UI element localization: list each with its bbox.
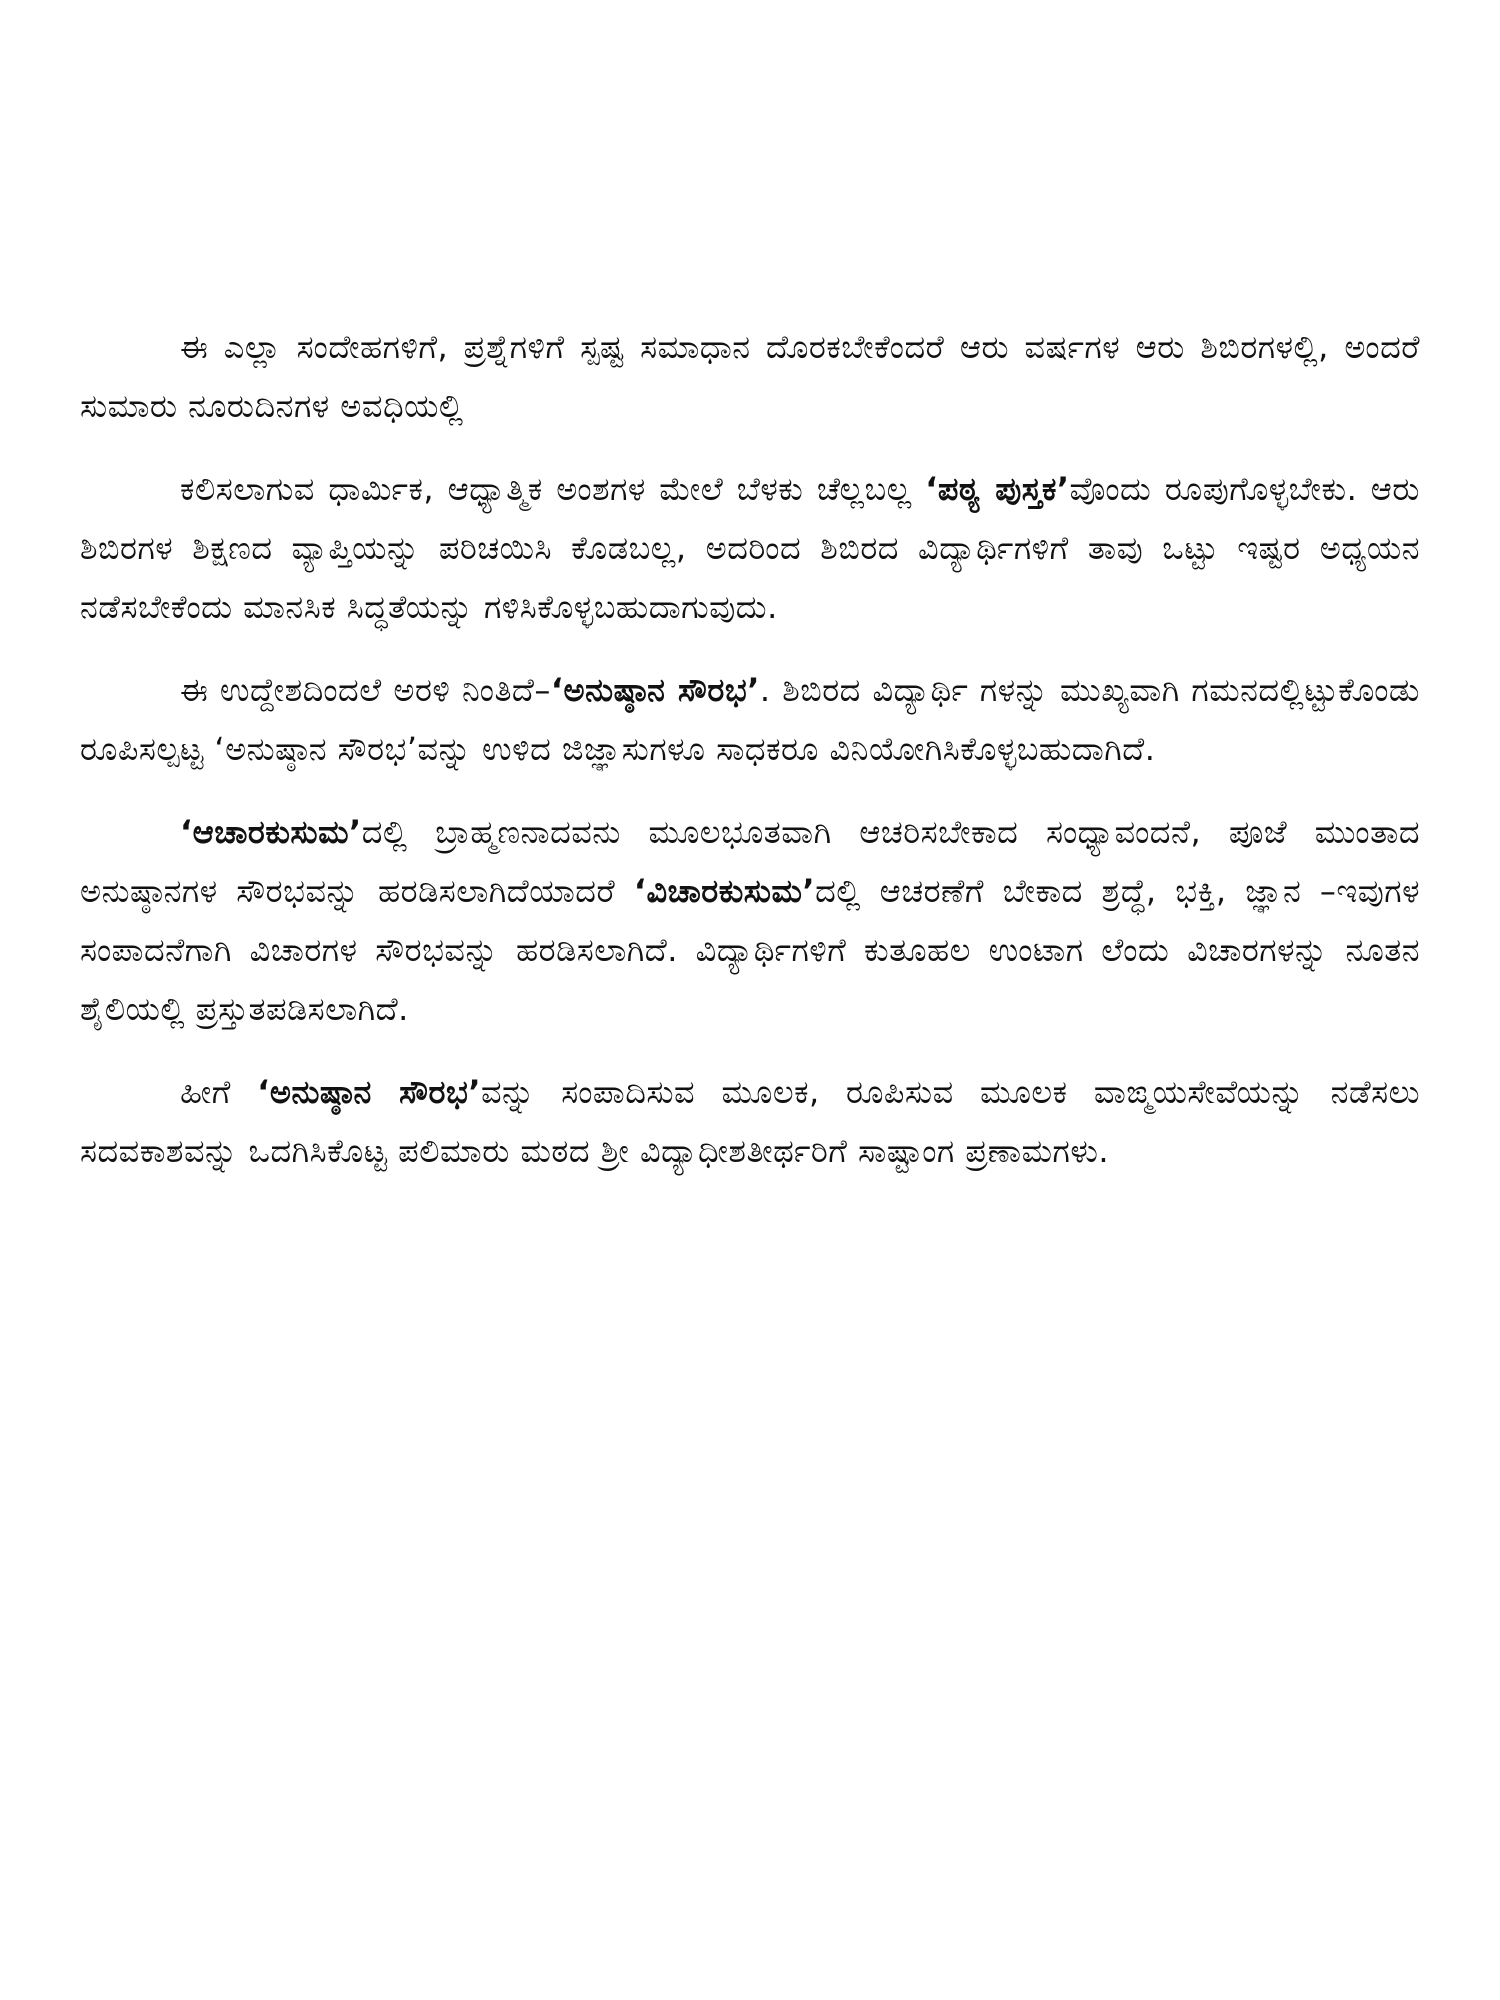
paragraph-1 [80,318,1420,436]
document-body [80,318,1420,1205]
text-segment: ಹೀಗೆ [180,1073,258,1111]
text-segment: ದಲ್ಲಿ ಬ್ರಾಹ್ಮಣನಾದವನು ಮೂಲಭೂತವಾಗಿ ಆಚರಿಸಬೇಕಾದ ಸಂಧ್ಯಾವಂದನೆ, ಪೂಜೆ ಮುಂತಾದ ಅನುಷ್ಠಾನಗಳ ಸೌರಭವನ್ನು ಹರಡಿಸಲಾಗಿದೆಯಾದರೆ [80,813,1420,910]
text-segment: . ಶಿಬಿರದ ವಿದ್ಯಾರ್ಥಿ ಗಳನ್ನು ಮುಖ್ಯವಾಗಿ ಗಮನದಲ್ಲಿಟ್ಟುಕೊಂಡು ರೂಪಿಸಲ್ಪಟ್ಟ ‘ಅನುಷ್ಠಾನ ಸೌರಭ’ವನ್ನು ಉಳಿದ ಜಿಜ್ಞಾಸುಗಳೂ ಸಾಧಕರೂ ವಿನಿಯೋಗಿಸಿಕೊಳ್ಳಬಹುದಾಗಿದೆ. [80,671,1420,768]
bold-term: ‘ವಿಚಾರಕುಸುಮ’ [633,872,816,910]
bold-term: ‘ಪಠ್ಯ ಪುಸ್ತಕ’ [925,470,1070,508]
text-segment: ಈ ಉದ್ದೇಶದಿಂದಲೆ ಅರಳಿ ನಿಂತಿದೆ– [180,671,551,709]
text-segment: ವೊಂದು ರೂಪುಗೊಳ್ಳಬೇಕು. ಆರು ಶಿಬಿರಗಳ ಶಿಕ್ಷಣದ ವ್ಯಾಪ್ತಿಯನ್ನು ಪರಿಚಯಿಸಿ ಕೊಡಬಲ್ಲ, ಅದರಿಂದ ಶಿಬಿರದ ವಿದ್ಯಾರ್ಥಿಗಳಿಗೆ ತಾವು ಒಟ್ಟು ಇಷ್ಟರ ಅಧ್ಯಯನ ನಡೆಸಬೇಕೆಂದು ಮಾನಸಿಕ ಸಿದ್ಧತೆಯನ್ನು ಗಳಿಸಿಕೊಳ್ಳಬಹುದಾಗುವುದು. [80,470,1420,626]
bold-term: ‘ಅನುಷ್ಠಾನ ಸೌರಭ’ [550,671,760,709]
text-segment: ವನ್ನು ಸಂಪಾದಿಸುವ ಮೂಲಕ, ರೂಪಿಸುವ ಮೂಲಕ ವಾಙ್ಮಯಸೇವೆಯನ್ನು ನಡೆಸಲು ಸದವಕಾಶವನ್ನು ಒದಗಿಸಿಕೊಟ್ಟ ಪಲಿಮಾರು ಮಠದ ಶ್ರೀ ವಿದ್ಯಾಧೀಶತೀರ್ಥರಿಗೆ ಸಾಷ್ಟಾಂಗ ಪ್ರಣಾಮಗಳು. [80,1073,1420,1170]
text-segment: ದಲ್ಲಿ ಆಚರಣೆಗೆ ಬೇಕಾದ ಶ್ರದ್ಧೆ, ಭಕ್ತಿ, ಜ್ಞಾನ –ಇವುಗಳ ಸಂಪಾದನೆಗಾಗಿ ವಿಚಾರಗಳ ಸೌರಭವನ್ನು ಹರಡಿಸಲಾಗಿದೆ. ವಿದ್ಯಾರ್ಥಿಗಳಿಗೆ ಕುತೂಹಲ ಉಂಟಾಗ ಲೆಂದು ವಿಚಾರಗಳನ್ನು ನೂತನ ಶೈಲಿಯಲ್ಲಿ ಪ್ರಸ್ತುತಪಡಿಸಲಾಗಿದೆ. [80,872,1420,1028]
paragraph-2 [80,460,1420,637]
text-segment: ಈ ಎಲ್ಲಾ ಸಂದೇಹಗಳಿಗೆ, ಪ್ರಶ್ನೆಗಳಿಗೆ ಸ್ಪಷ್ಟ ಸಮಾಧಾನ ದೊರಕಬೇಕೆಂದರೆ ಆರು ವರ್ಷಗಳ ಆರು ಶಿಬಿರಗಳಲ್ಲಿ, ಅಂದರೆ ಸುಮಾರು ನೂರುದಿನಗಳ ಅವಧಿಯಲ್ಲಿ [80,328,1420,425]
bold-term: ‘ಆಚಾರಕುಸುಮ’ [180,813,362,851]
paragraph-3 [80,661,1420,779]
paragraph-5 [80,1063,1420,1181]
bold-term: ‘ಅನುಷ್ಠಾನ ಸೌರಭ’ [257,1073,481,1111]
text-segment: ಕಲಿಸಲಾಗುವ ಧಾರ್ಮಿಕ, ಆಧ್ಯಾತ್ಮಿಕ ಅಂಶಗಳ ಮೇಲೆ ಬೆಳಕು ಚೆಲ್ಲಬಲ್ಲ [180,470,926,508]
paragraph-4 [80,803,1420,1039]
